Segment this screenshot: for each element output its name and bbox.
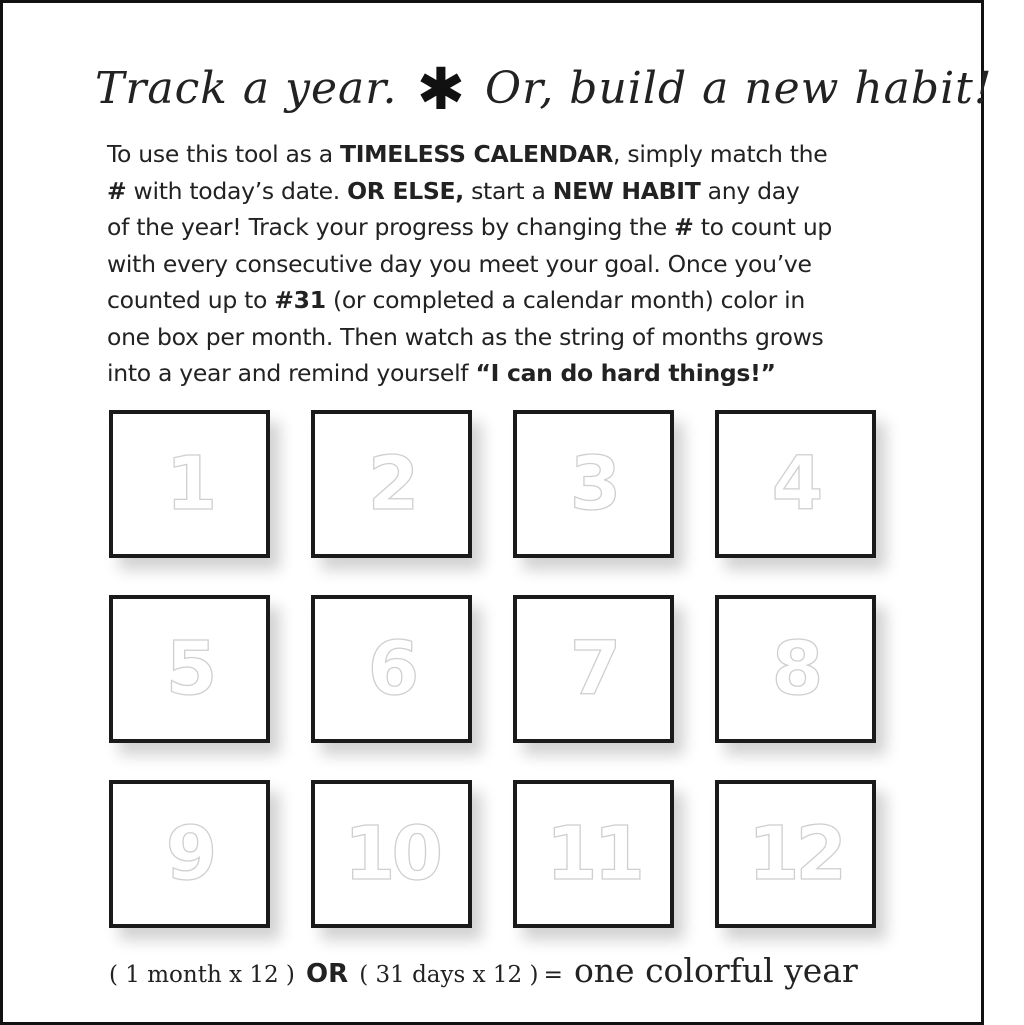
month-box-6[interactable] [311, 595, 472, 743]
month-number: 2 [367, 441, 416, 527]
footer-equation [109, 951, 909, 990]
instructions-line-3: of the year! Track your progress by changing the # to count up [107, 213, 833, 241]
month-box-12[interactable] [715, 780, 876, 928]
footer-or: OR [306, 959, 349, 989]
month-box-9[interactable] [109, 780, 270, 928]
title-part-1: Track a year. [95, 63, 398, 114]
instructions-line-5: counted up to #31 (or completed a calendar month) color in [107, 286, 805, 314]
asterisk-icon: ✱ [416, 55, 467, 123]
month-box-3[interactable] [513, 410, 674, 558]
footer-months-term: ( 1 month x 12 ) [109, 962, 295, 988]
month-number: 10 [344, 811, 439, 897]
footer-result: one colorful year [573, 951, 858, 990]
footer-days-term: ( 31 days x 12 ) [359, 962, 539, 988]
month-number: 4 [771, 441, 820, 527]
month-number: 9 [165, 811, 214, 897]
month-box-grid [109, 410, 876, 928]
month-box-1[interactable] [109, 410, 270, 558]
month-number: 5 [165, 626, 214, 712]
month-number: 6 [367, 626, 416, 712]
instructions-line-2: # with today’s date. OR ELSE, start a NEW HABIT any day [107, 176, 800, 205]
month-box-10[interactable] [311, 780, 472, 928]
instructions-line-1: To use this tool as a TIMELESS CALENDAR, simply match the [107, 140, 828, 168]
month-number: 11 [546, 811, 641, 897]
month-number: 12 [748, 811, 843, 897]
instructions-paragraph [107, 136, 897, 392]
month-box-7[interactable] [513, 595, 674, 743]
month-number: 7 [569, 626, 618, 712]
title-part-2: Or, build a new habit! [485, 63, 993, 114]
month-box-8[interactable] [715, 595, 876, 743]
month-box-11[interactable] [513, 780, 674, 928]
month-box-5[interactable] [109, 595, 270, 743]
month-number: 3 [569, 441, 618, 527]
footer-equals: = [543, 962, 563, 988]
instructions-line-4: with every consecutive day you meet your goal. Once you’ve [107, 249, 812, 278]
month-box-2[interactable] [311, 410, 472, 558]
instructions-line-7: into a year and remind yourself “I can do hard things!” [107, 359, 776, 387]
month-number: 8 [771, 626, 820, 712]
page-title [95, 55, 993, 135]
month-box-4[interactable] [715, 410, 876, 558]
instructions-line-6: one box per month. Then watch as the string of months grows [107, 322, 824, 351]
month-number: 1 [165, 441, 214, 527]
